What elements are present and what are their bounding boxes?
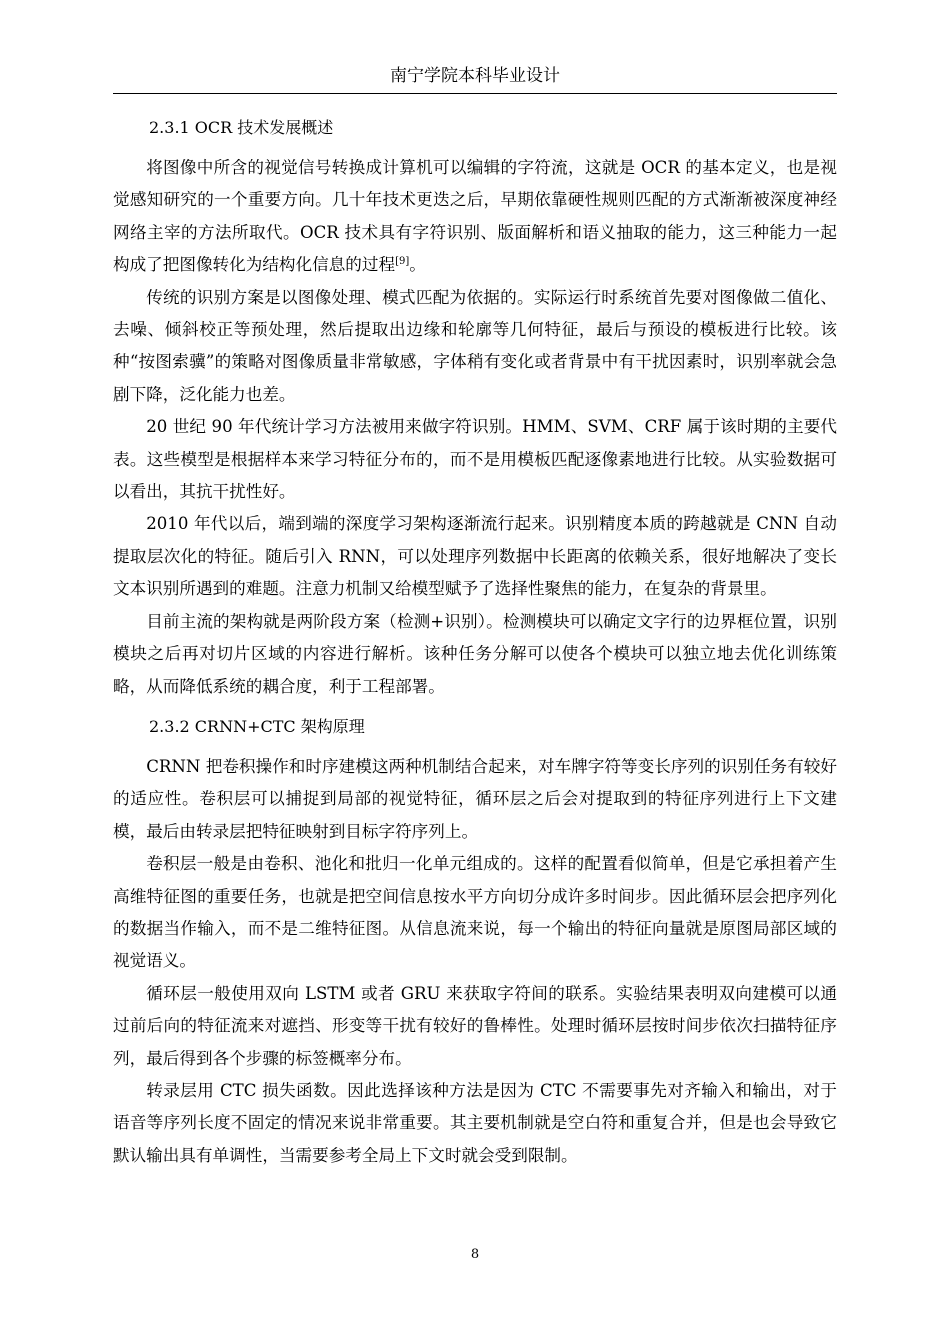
paragraph: CRNN 把卷积操作和时序建模这两种机制结合起来，对车牌字符等变长序列的识别任务有较好的适应性。卷积层可以捕捉到局部的视觉特征，循环层之后会对提取到的特征序列进行上下文建模，最后由转录层把特征映射到目标字符序列上。 [113, 756, 837, 841]
section-heading-2-3-1: 2.3.1 OCR 技术发展概述 [149, 118, 334, 137]
page-body [113, 112, 837, 1172]
paragraph: 目前主流的架构就是两阶段方案（检测+识别）。检测模块可以确定文字行的边界框位置，识别模块之后再对切片区域的内容进行解析。该种任务分解可以使各个模块可以独立地去优化训练策略，从而降低系统的耦合度，利于工程部署。 [113, 611, 837, 696]
header-divider [113, 93, 837, 94]
paragraph-end: 。 [409, 255, 426, 275]
paragraph: 卷积层一般是由卷积、池化和批归一化单元组成的。这样的配置看似简单，但是它承担着产生高维特征图的重要任务，也就是把空间信息按水平方向切分成许多时间步。因此循环层会把序列化的数据当作输入，而不是二维特征图。从信息流来说，每一个输出的特征向量就是原图局部区域的视觉语义。 [113, 854, 837, 971]
paragraph-text: 将图像中所含的视觉信号转换成计算机可以编辑的字符流，这就是 OCR 的基本定义，也是视觉感知研究的一个重要方向。几十年技术更迭之后，早期依靠硬性规则匹配的方式渐渐被深度神经网络主宰的方法所取代。OCR 技术具有字符识别、版面解析和语义抽取的能力，这三种能力一起构成了把图像转化为结构化信息的过程 [113, 158, 837, 275]
paragraph: 20 世纪 90 年代统计学习方法被用来做字符识别。HMM、SVM、CRF 属于该时期的主要代表。这些模型是根据样本来学习特征分布的，而不是用模板匹配逐像素地进行比较。从实验数据可以看出，其抗干扰性好。 [113, 417, 837, 502]
page-number: 8 [470, 1247, 480, 1262]
section-heading-2-3-2: 2.3.2 CRNN+CTC 架构原理 [149, 716, 365, 736]
paragraph: 循环层一般使用双向 LSTM 或者 GRU 来获取字符间的联系。实验结果表明双向建模可以通过前后向的特征流来对遮挡、形变等干扰有较好的鲁棒性。处理时循环层按时间步依次扫描特征序列，最后得到各个步骤的标签概率分布。 [113, 983, 837, 1068]
paragraph: 传统的识别方案是以图像处理、模式匹配为依据的。实际运行时系统首先要对图像做二值化、去噪、倾斜校正等预处理，然后提取出边缘和轮廓等几何特征，最后与预设的模板进行比较。该种“按图索骥”的策略对图像质量非常敏感，字体稍有变化或者背景中有干扰因素时，识别率就会急剧下降，泛化能力也差。 [113, 287, 837, 404]
paragraph: 转录层用 CTC 损失函数。因此选择该种方法是因为 CTC 不需要事先对齐输入和输出，对于语音等序列长度不固定的情况来说非常重要。其主要机制就是空白符和重复合并，但是也会导致它默认输出具有单调性，当需要参考全局上下文时就会受到限制。 [113, 1080, 837, 1165]
citation-reference: [9] [395, 256, 410, 268]
page-header: 南宁学院本科毕业设计 [390, 66, 560, 86]
paragraph: 2010 年代以后，端到端的深度学习架构逐渐流行起来。识别精度本质的跨越就是 CNN 自动提取层次化的特征。随后引入 RNN，可以处理序列数据中长距离的依赖关系，很好地解决了变长文本识别所遇到的难题。注意力机制又给模型赋予了选择性聚焦的能力，在复杂的背景里。 [113, 514, 837, 599]
paragraph [113, 152, 837, 282]
